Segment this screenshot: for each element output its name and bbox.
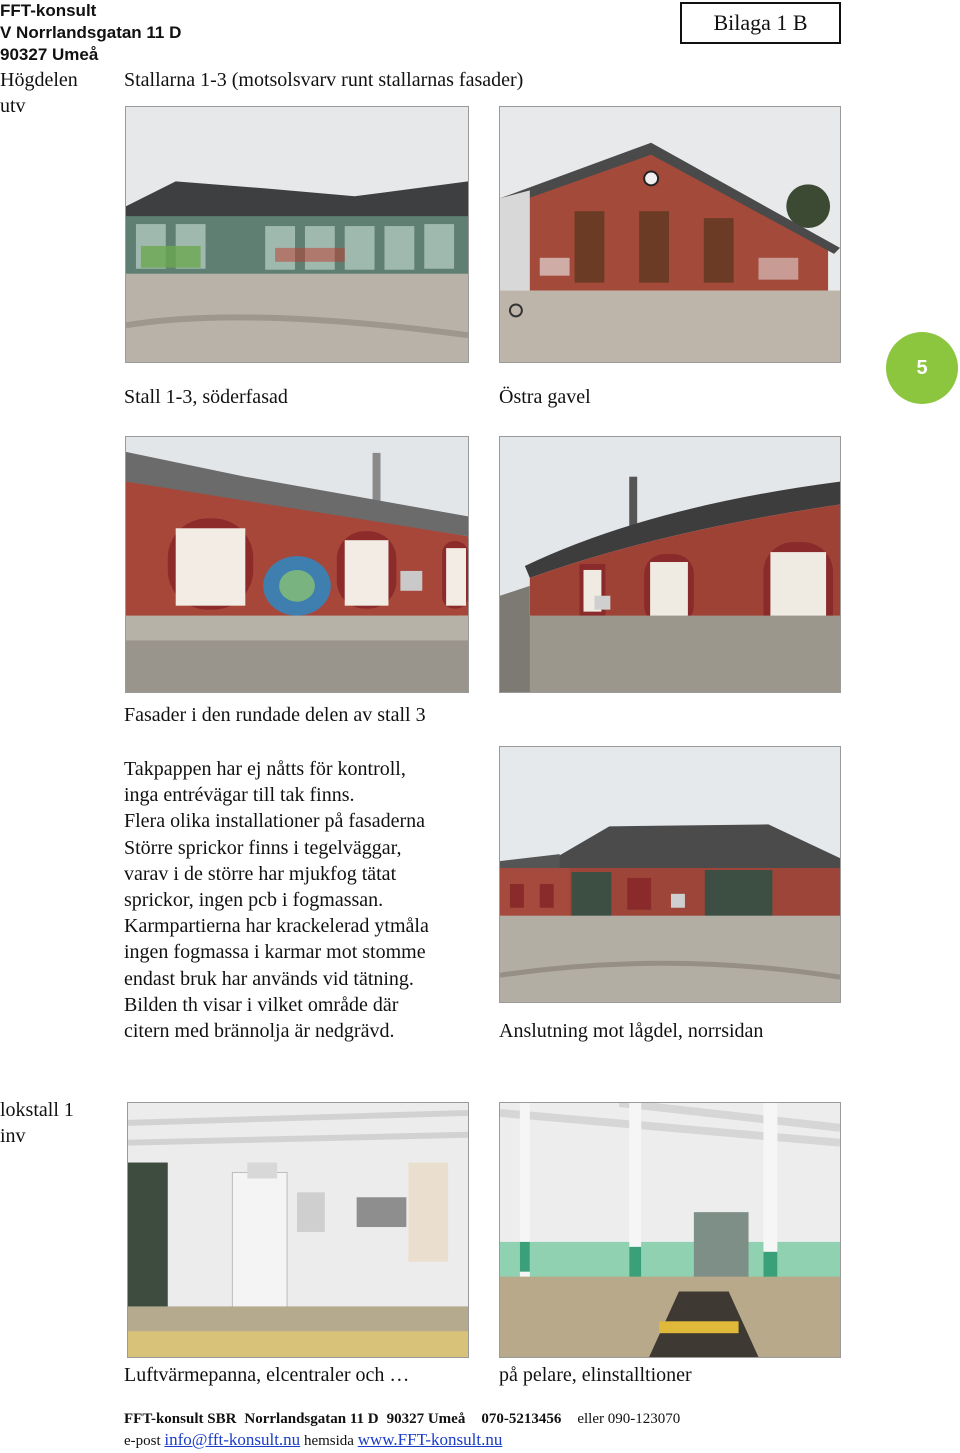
footer-web-label: hemsida xyxy=(303,1433,354,1449)
company-city: 90327 Umeå xyxy=(0,45,99,64)
section-title: Stallarna 1-3 (motsolsvarv runt stallarnas fasader) xyxy=(124,69,524,91)
note-line: inga entrévägar till tak finns. xyxy=(124,784,355,807)
caption-east-gable: Östra gavel xyxy=(499,386,591,408)
footer-email-link[interactable]: info@fft-konsult.nu xyxy=(164,1430,301,1449)
side-label-utv: utv xyxy=(0,95,26,117)
note-line: Karmpartierna har krackelerad ytmåla xyxy=(124,915,429,938)
company-name: FFT-konsult xyxy=(0,1,97,20)
caption-rounded-facades: Fasader i den rundade delen av stall 3 xyxy=(124,704,426,726)
note-line: citern med brännolja är nedgrävd. xyxy=(124,1020,395,1043)
photo-rounded-facade-right xyxy=(499,436,841,693)
caption-north-connection: Anslutning mot lågdel, norrsidan xyxy=(499,1020,764,1042)
inspection-notes xyxy=(124,756,484,1044)
footer-contact-line xyxy=(124,1430,502,1450)
footer-alt-phone: eller 090-123070 xyxy=(577,1411,681,1427)
footer-company: FFT-konsult SBR xyxy=(124,1411,237,1427)
footer-email-label: e-post xyxy=(124,1433,161,1449)
note-line: Större sprickor finns i tegelväggar, xyxy=(124,836,402,859)
note-line: ingen fogmassa i karmar mot stomme xyxy=(124,941,426,964)
company-street: V Norrlandsgatan 11 D xyxy=(0,23,182,42)
side-label-lokstall: lokstall 1 xyxy=(0,1099,74,1121)
caption-interior-heater: Luftvärmepanna, elcentraler och … xyxy=(124,1364,410,1386)
photo-rounded-facade-left xyxy=(125,436,469,693)
caption-south-facade: Stall 1-3, söderfasad xyxy=(124,386,288,408)
note-line: Flera olika installationer på fasaderna xyxy=(124,810,425,833)
note-line: sprickor, ingen pcb i fogmassan. xyxy=(124,889,384,912)
photo-north-connection xyxy=(499,746,841,1003)
footer-web-link[interactable]: www.FFT-konsult.nu xyxy=(357,1430,503,1449)
footer-zip-city: 90327 Umeå xyxy=(386,1411,466,1427)
caption-interior-pillars: på pelare, elinstalltioner xyxy=(499,1364,692,1386)
photo-interior-heater xyxy=(127,1102,469,1358)
photo-east-gable xyxy=(499,106,841,363)
footer-address: Norrlandsgatan 11 D xyxy=(244,1411,379,1427)
side-label-inv: inv xyxy=(0,1125,26,1147)
note-line: endast bruk har används vid tätning. xyxy=(124,967,414,990)
note-line: varav i de större har mjukfog tätat xyxy=(124,862,397,885)
side-label-hogdelen: Högdelen xyxy=(0,69,78,91)
footer-phone: 070-5213456 xyxy=(481,1411,562,1427)
note-line: Bilden th visar i vilket område där xyxy=(124,993,399,1016)
photo-stall-south-facade xyxy=(125,106,469,363)
note-line: Takpappen har ej nåtts för kontroll, xyxy=(124,758,406,780)
attachment-label: Bilaga 1 B xyxy=(680,2,841,44)
footer-address-line xyxy=(124,1411,680,1428)
photo-interior-pillars xyxy=(499,1102,841,1358)
page-number-badge: 5 xyxy=(886,332,958,404)
